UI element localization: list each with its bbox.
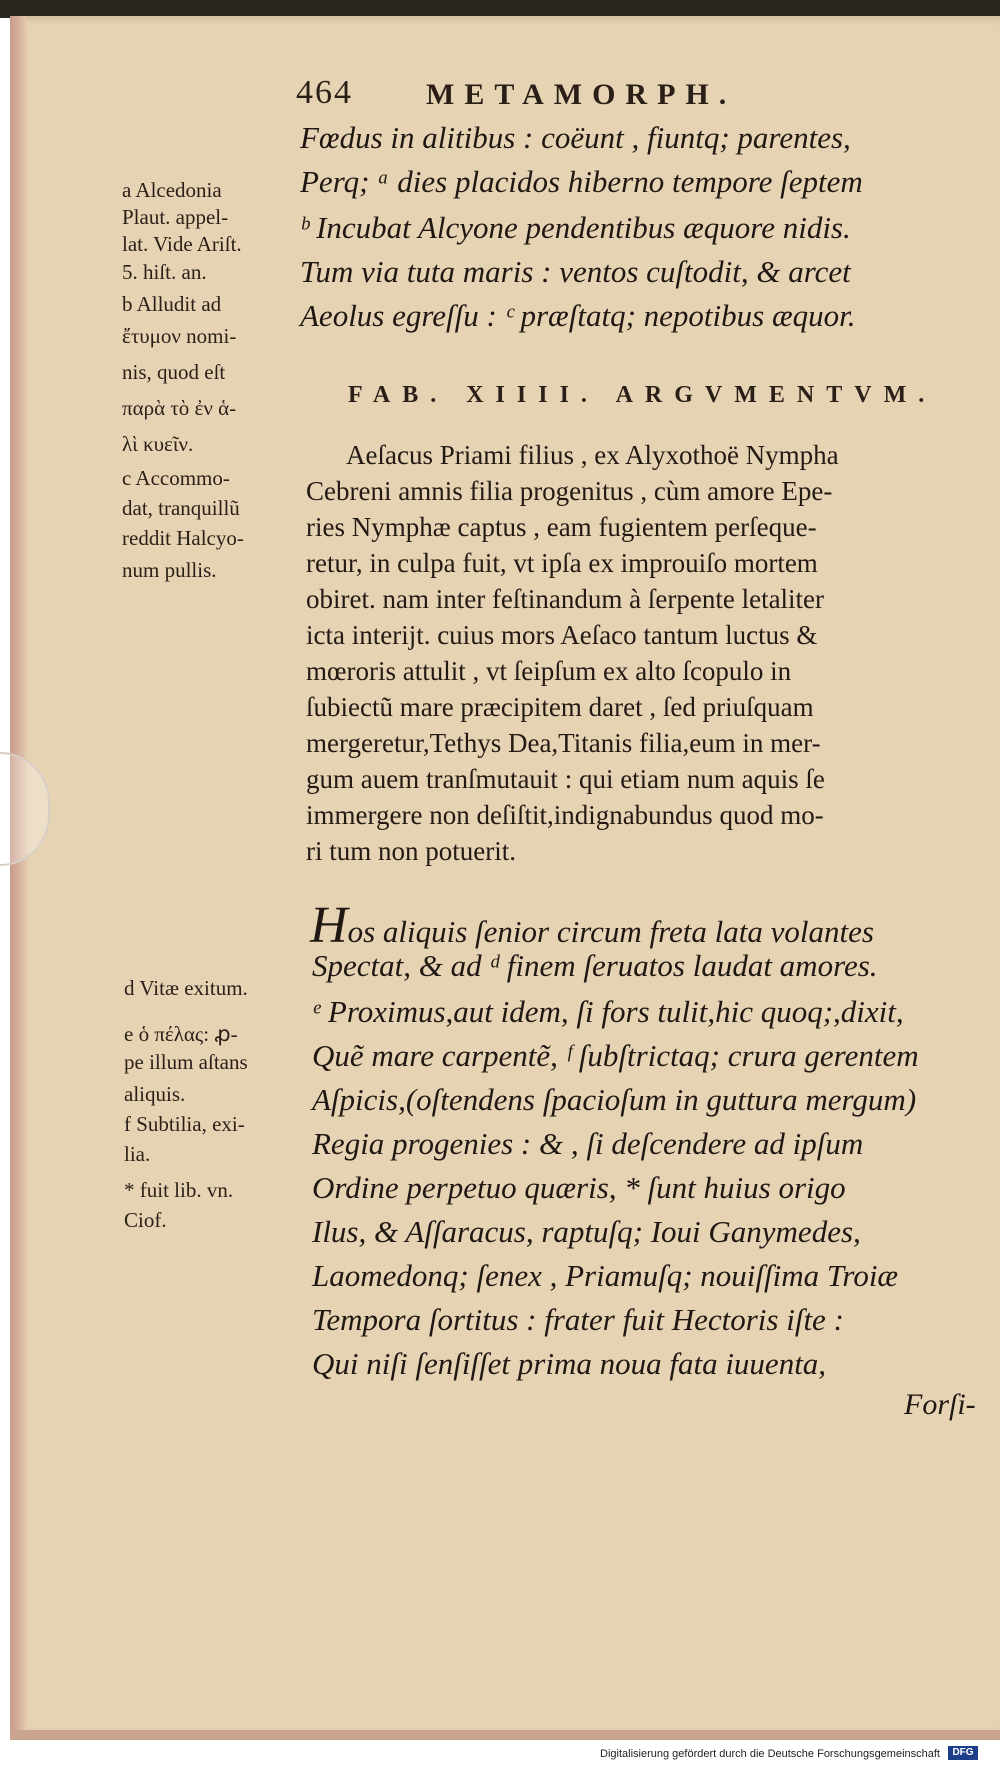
verse-line-first xyxy=(310,896,874,955)
margin-note: dat, tranquillũ xyxy=(122,496,240,520)
margin-note: παρὰ τὸ ἐν ἁ- xyxy=(122,396,237,420)
verse-line: Tum via tuta maris : ventos cuſtodit, & arcet xyxy=(300,254,851,289)
verse-line: Ordine perpetuo quæris, * ſunt huius origo xyxy=(312,1170,846,1205)
argument-line: mergeretur,Tethys Dea,Titanis filia,eum in mer- xyxy=(306,728,821,758)
argument-line: retur, in culpa fuit, vt ipſa ex improuiſo mortem xyxy=(306,548,818,578)
verse-line: Fœdus in alitibus : coëunt , fiuntq; parentes, xyxy=(300,120,851,155)
argument-line: mœroris attulit , vt ſeipſum ex alto ſcopulo in xyxy=(306,656,792,686)
verse-line: Qui niſi ſenſiſſet prima noua fata iuuenta, xyxy=(312,1346,827,1381)
argument-line: icta interijt. cuius mors Aeſaco tantum luctus & xyxy=(306,620,818,650)
verse-line: Aſpicis,(oſtendens ſpacioſum in guttura mergum) xyxy=(312,1082,917,1117)
margin-note: d Vitæ exitum. xyxy=(124,976,248,1000)
verse-line: ᵇ Incubat Alcyone pendentibus æquore nidis. xyxy=(300,210,851,245)
margin-note: aliquis. xyxy=(124,1082,186,1106)
argument-line: immergere non deſiſtit,indignabundus quod mo- xyxy=(306,800,824,830)
margin-note: reddit Halcyo- xyxy=(122,526,244,550)
page-bottom-edge xyxy=(10,1730,1000,1740)
margin-note: Ciof. xyxy=(124,1208,167,1232)
verse-text: os aliquis ſenior circum freta lata volantes xyxy=(347,914,874,949)
drop-cap: H xyxy=(310,897,348,954)
margin-note: pe illum aſtans xyxy=(124,1050,248,1074)
page-gutter-edge xyxy=(10,16,26,1736)
margin-note: a Alcedonia xyxy=(122,178,222,202)
argument-line: Aeſacus Priami filius , ex Alyxothoë Nympha xyxy=(346,440,839,470)
margin-note: 5. hiſt. an. xyxy=(122,260,207,284)
margin-note: e ὁ πέλας: ꝓ- xyxy=(124,1022,238,1046)
argument-line: ſubiectũ mare præcipitem daret , ſed priuſquam xyxy=(306,692,814,722)
margin-note: ἔτυμον nomi- xyxy=(122,324,237,348)
digitization-credit: Digitalisierung gefördert durch die Deutsche Forschungsgemeinschaft xyxy=(600,1748,940,1760)
argument-line: obiret. nam inter feſtinandum à ſerpente letaliter xyxy=(306,584,825,614)
margin-note: c Accommo- xyxy=(122,466,230,490)
verse-line: Quẽ mare carpentẽ, ᶠ ſubſtrictaq; crura gerentem xyxy=(312,1038,919,1073)
margin-note: nis, quod eſt xyxy=(122,360,226,384)
margin-note: lat. Vide Ariſt. xyxy=(122,232,242,256)
argument-line: ries Nymphæ captus , eam fugientem perſeque- xyxy=(306,512,817,542)
verse-line: ᵉ Proximus,aut idem, ſi fors tulit,hic quoq;,dixit, xyxy=(312,994,904,1029)
margin-note: b Alludit ad xyxy=(122,292,222,316)
margin-note: f Subtilia, exi- xyxy=(124,1112,245,1136)
verse-line: Laomedonq; ſenex , Priamuſq; nouiſſima Troiæ xyxy=(312,1258,899,1293)
verse-line: Perq; ᵃ dies placidos hiberno tempore ſeptem xyxy=(300,164,863,199)
running-head: METAMORPH. xyxy=(426,78,737,111)
margin-note: * fuit lib. vn. xyxy=(124,1178,234,1202)
dfg-logo: DFG xyxy=(948,1746,978,1760)
argument-line: Cebreni amnis filia progenitus , cùm amore Epe- xyxy=(306,476,833,506)
verse-line: Tempora ſortitus : frater fuit Hectoris iſte : xyxy=(312,1302,844,1337)
page-header xyxy=(296,74,896,114)
margin-note: lia. xyxy=(124,1142,151,1166)
verse-line: Regia progenies : & , ſi deſcendere ad ipſum xyxy=(312,1126,864,1161)
margin-note: λὶ κυεῖν. xyxy=(122,432,194,456)
catchword: Forſi- xyxy=(904,1388,976,1421)
page-number: 464 xyxy=(296,74,353,111)
verse-line: Spectat, & ad ᵈ finem ſeruatos laudat amores. xyxy=(312,948,878,983)
margin-note: Plaut. appel- xyxy=(122,205,229,229)
fable-heading: FAB. XIIII. ARGVMENTVM. xyxy=(348,382,937,408)
verse-line: Ilus, & Aſſaracus, raptuſq; Ioui Ganymedes, xyxy=(312,1214,861,1249)
argument-line: ri tum non potuerit. xyxy=(306,836,516,866)
verse-line: Aeolus egreſſu : ᶜ præſtatq; nepotibus æquor. xyxy=(300,298,856,333)
margin-note: num pullis. xyxy=(122,558,217,582)
argument-line: gum auem tranſmutauit : qui etiam num aquis ſe xyxy=(306,764,825,794)
